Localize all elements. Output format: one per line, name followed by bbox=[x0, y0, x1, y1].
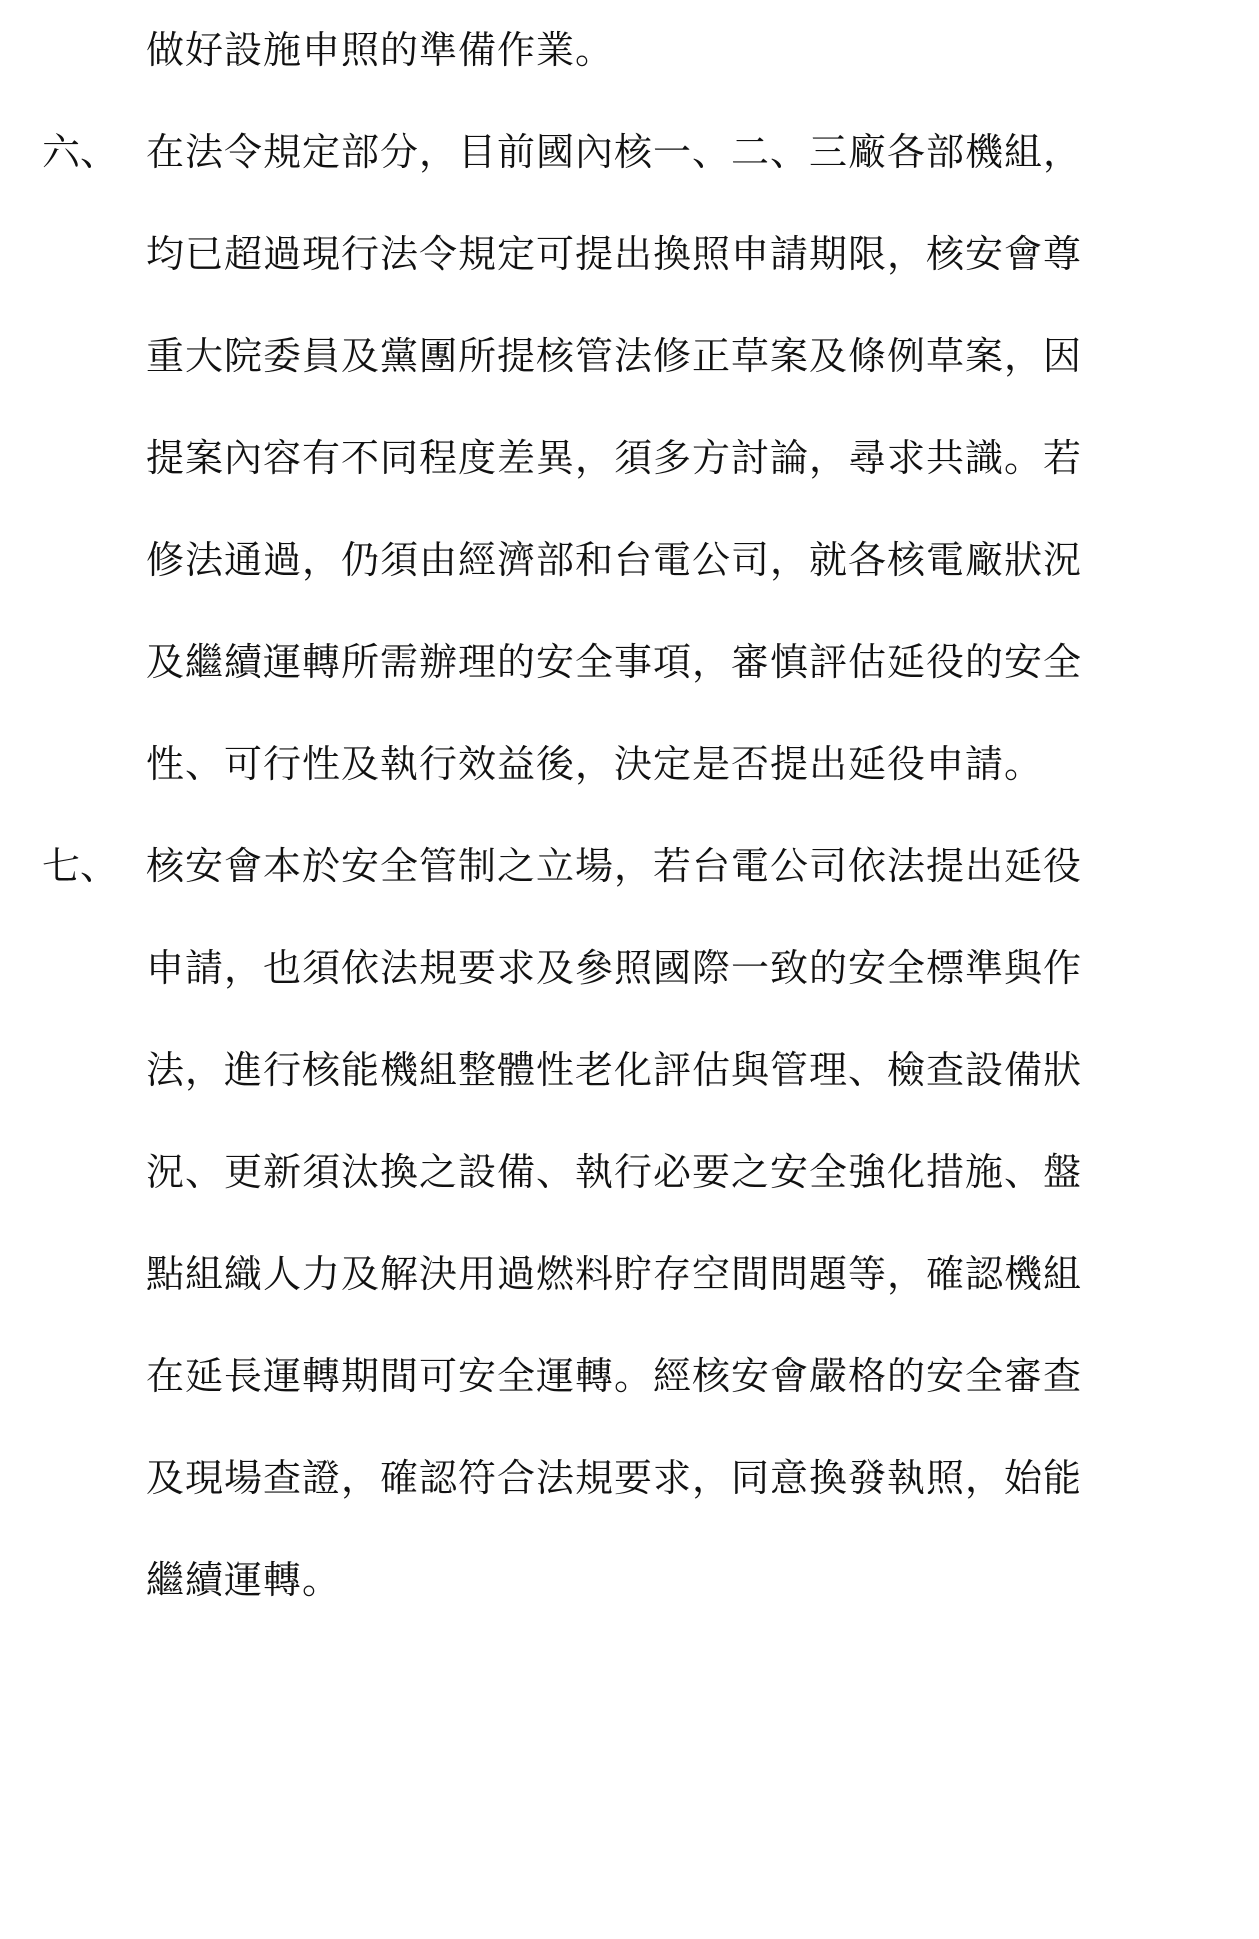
paragraph-line: 性、可行性及執行效益後，決定是否提出延役申請。 bbox=[146, 742, 1044, 786]
paragraph-line: 在法令規定部分，目前國內核一、二、三廠各部機組， bbox=[146, 130, 1083, 174]
paragraph-line: 提案內容有不同程度差異，須多方討論，尋求共識。若 bbox=[146, 436, 1083, 480]
paragraph-line: 及現場查證，確認符合法規要求，同意換發執照，始能 bbox=[146, 1456, 1083, 1500]
paragraph-line: 點組織人力及解決用過燃料貯存空間問題等，確認機組 bbox=[146, 1252, 1083, 1296]
paragraph-line: 修法通過，仍須由經濟部和台電公司，就各核電廠狀況 bbox=[146, 538, 1083, 582]
item-marker-six: 六、 bbox=[42, 130, 119, 174]
paragraph-line: 均已超過現行法令規定可提出換照申請期限，核安會尊 bbox=[146, 232, 1083, 276]
paragraph-line: 重大院委員及黨團所提核管法修正草案及條例草案，因 bbox=[146, 334, 1083, 378]
paragraph-line: 在延長運轉期間可安全運轉。經核安會嚴格的安全審查 bbox=[146, 1354, 1083, 1398]
paragraph-line: 繼續運轉。 bbox=[146, 1558, 342, 1602]
paragraph-line: 做好設施申照的準備作業。 bbox=[146, 28, 615, 72]
paragraph-line: 況、更新須汰換之設備、執行必要之安全強化措施、盤 bbox=[146, 1150, 1083, 1194]
paragraph-line: 及繼續運轉所需辦理的安全事項，審慎評估延役的安全 bbox=[146, 640, 1083, 684]
paragraph-line: 法，進行核能機組整體性老化評估與管理、檢查設備狀 bbox=[146, 1048, 1083, 1092]
paragraph-line: 核安會本於安全管制之立場，若台電公司依法提出延役 bbox=[146, 844, 1083, 888]
paragraph-line: 申請，也須依法規要求及參照國際一致的安全標準與作 bbox=[146, 946, 1083, 990]
item-marker-seven: 七、 bbox=[42, 844, 119, 888]
